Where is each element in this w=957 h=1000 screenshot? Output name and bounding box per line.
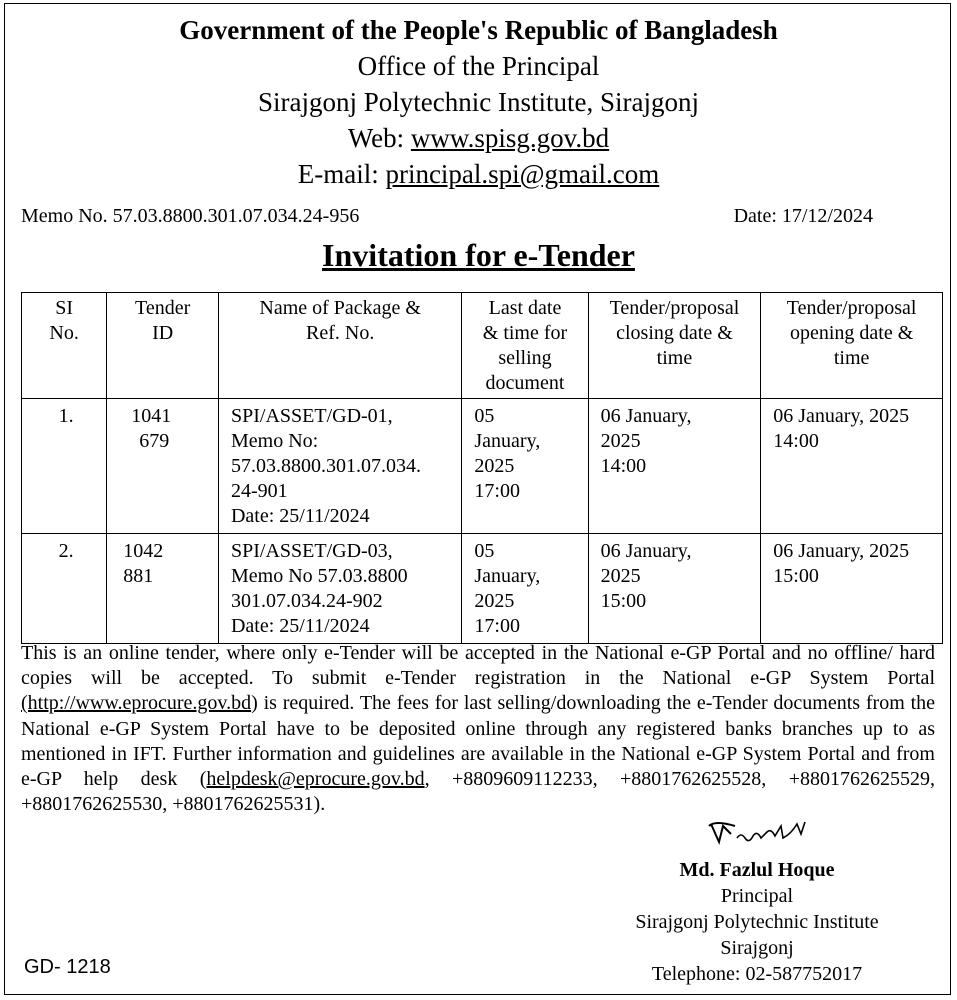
office-title: Office of the Principal <box>357 51 600 81</box>
closing-date-cell: 06 January, 2025 14:00 <box>588 399 761 534</box>
government-title: Government of the People's Republic of Bangladesh <box>179 15 778 45</box>
signatory-designation: Principal <box>720 885 794 907</box>
package-cell: SPI/ASSET/GD-03, Memo No 57.03.8800 301.07.034.24-902 Date: 25/11/2024 <box>218 534 461 644</box>
signatory-telephone: Telephone: 02-587752017 <box>651 963 863 985</box>
web-link[interactable]: www.spisg.gov.bd <box>410 123 610 153</box>
sl-cell: 1. <box>22 399 107 534</box>
web-line <box>0 120 957 156</box>
page-title: Invitation for e-Tender <box>322 237 635 273</box>
email-link[interactable]: principal.spi@gmail.com <box>385 159 660 189</box>
eprocure-link[interactable]: (http://www.eprocure.gov.bd <box>21 692 252 715</box>
web-label: Web: <box>347 123 405 153</box>
signatory-name: Md. Fazlul Hoque <box>679 859 835 881</box>
signature-mark <box>705 812 815 856</box>
signatory-place: Sirajgonj <box>720 937 794 959</box>
opening-date-cell: 06 January, 2025 15:00 <box>761 534 943 644</box>
tender-table <box>21 292 943 644</box>
tender-id-cell: 1042 881 <box>107 534 219 644</box>
institute-title: Sirajgonj Polytechnic Institute, Sirajgonj <box>258 87 699 117</box>
column-header-tender-id: Tender ID <box>107 293 219 399</box>
column-header-closing: Tender/proposal closing date & time <box>588 293 761 399</box>
last-date-cell: 05 January, 2025 17:00 <box>462 399 588 534</box>
signatory-institute: Sirajgonj Polytechnic Institute <box>635 911 879 933</box>
table-header-row <box>22 293 943 399</box>
tender-id-cell: 1041 679 <box>107 399 219 534</box>
tender-instructions: This is an online tender, where only e-Tender will be accepted in the National e-GP Portal and no offline/ hard copies will be accepted. To submit e-Tender registration in the National e-GP System Portal (http://www.eprocure.gov.bd) is required. The fees for last selling/downloading the e-Tender documents from the National e-GP System Portal have to be deposited online through any registered banks branches up to as mentioned in IFT. Further information and guidelines are available in the National e-GP System Portal and from e-GP help desk (helpdesk@eprocure.gov.bd, +8809609112233, +8801762625528, +8801762625529, +8801762625530, +8801762625531). <box>21 642 935 816</box>
closing-date-cell: 06 January, 2025 15:00 <box>588 534 761 644</box>
signature-block <box>592 857 922 987</box>
column-header-opening: Tender/proposal opening date & time <box>761 293 943 399</box>
memo-row <box>21 205 873 228</box>
helpdesk-email-link[interactable]: helpdesk@eprocure.gov.bd <box>206 768 425 791</box>
email-label: E-mail: <box>297 159 379 189</box>
package-cell: SPI/ASSET/GD-01, Memo No: 57.03.8800.301.07.034. 24-901 Date: 25/11/2024 <box>218 399 461 534</box>
sl-cell: 2. <box>22 534 107 644</box>
gd-code: GD- 1218 <box>24 956 111 978</box>
letterhead <box>0 12 957 192</box>
table-row <box>22 399 943 534</box>
column-header-sl: SI No. <box>22 293 107 399</box>
memo-number: Memo No. 57.03.8800.301.07.034.24-956 <box>21 205 360 227</box>
table-row <box>22 534 943 644</box>
last-date-cell: 05 January, 2025 17:00 <box>462 534 588 644</box>
column-header-last-date: Last date & time for selling document <box>462 293 588 399</box>
column-header-package: Name of Package & Ref. No. <box>218 293 461 399</box>
opening-date-cell: 06 January, 2025 14:00 <box>761 399 943 534</box>
memo-date: Date: 17/12/2024 <box>733 205 873 227</box>
email-line <box>0 156 957 192</box>
